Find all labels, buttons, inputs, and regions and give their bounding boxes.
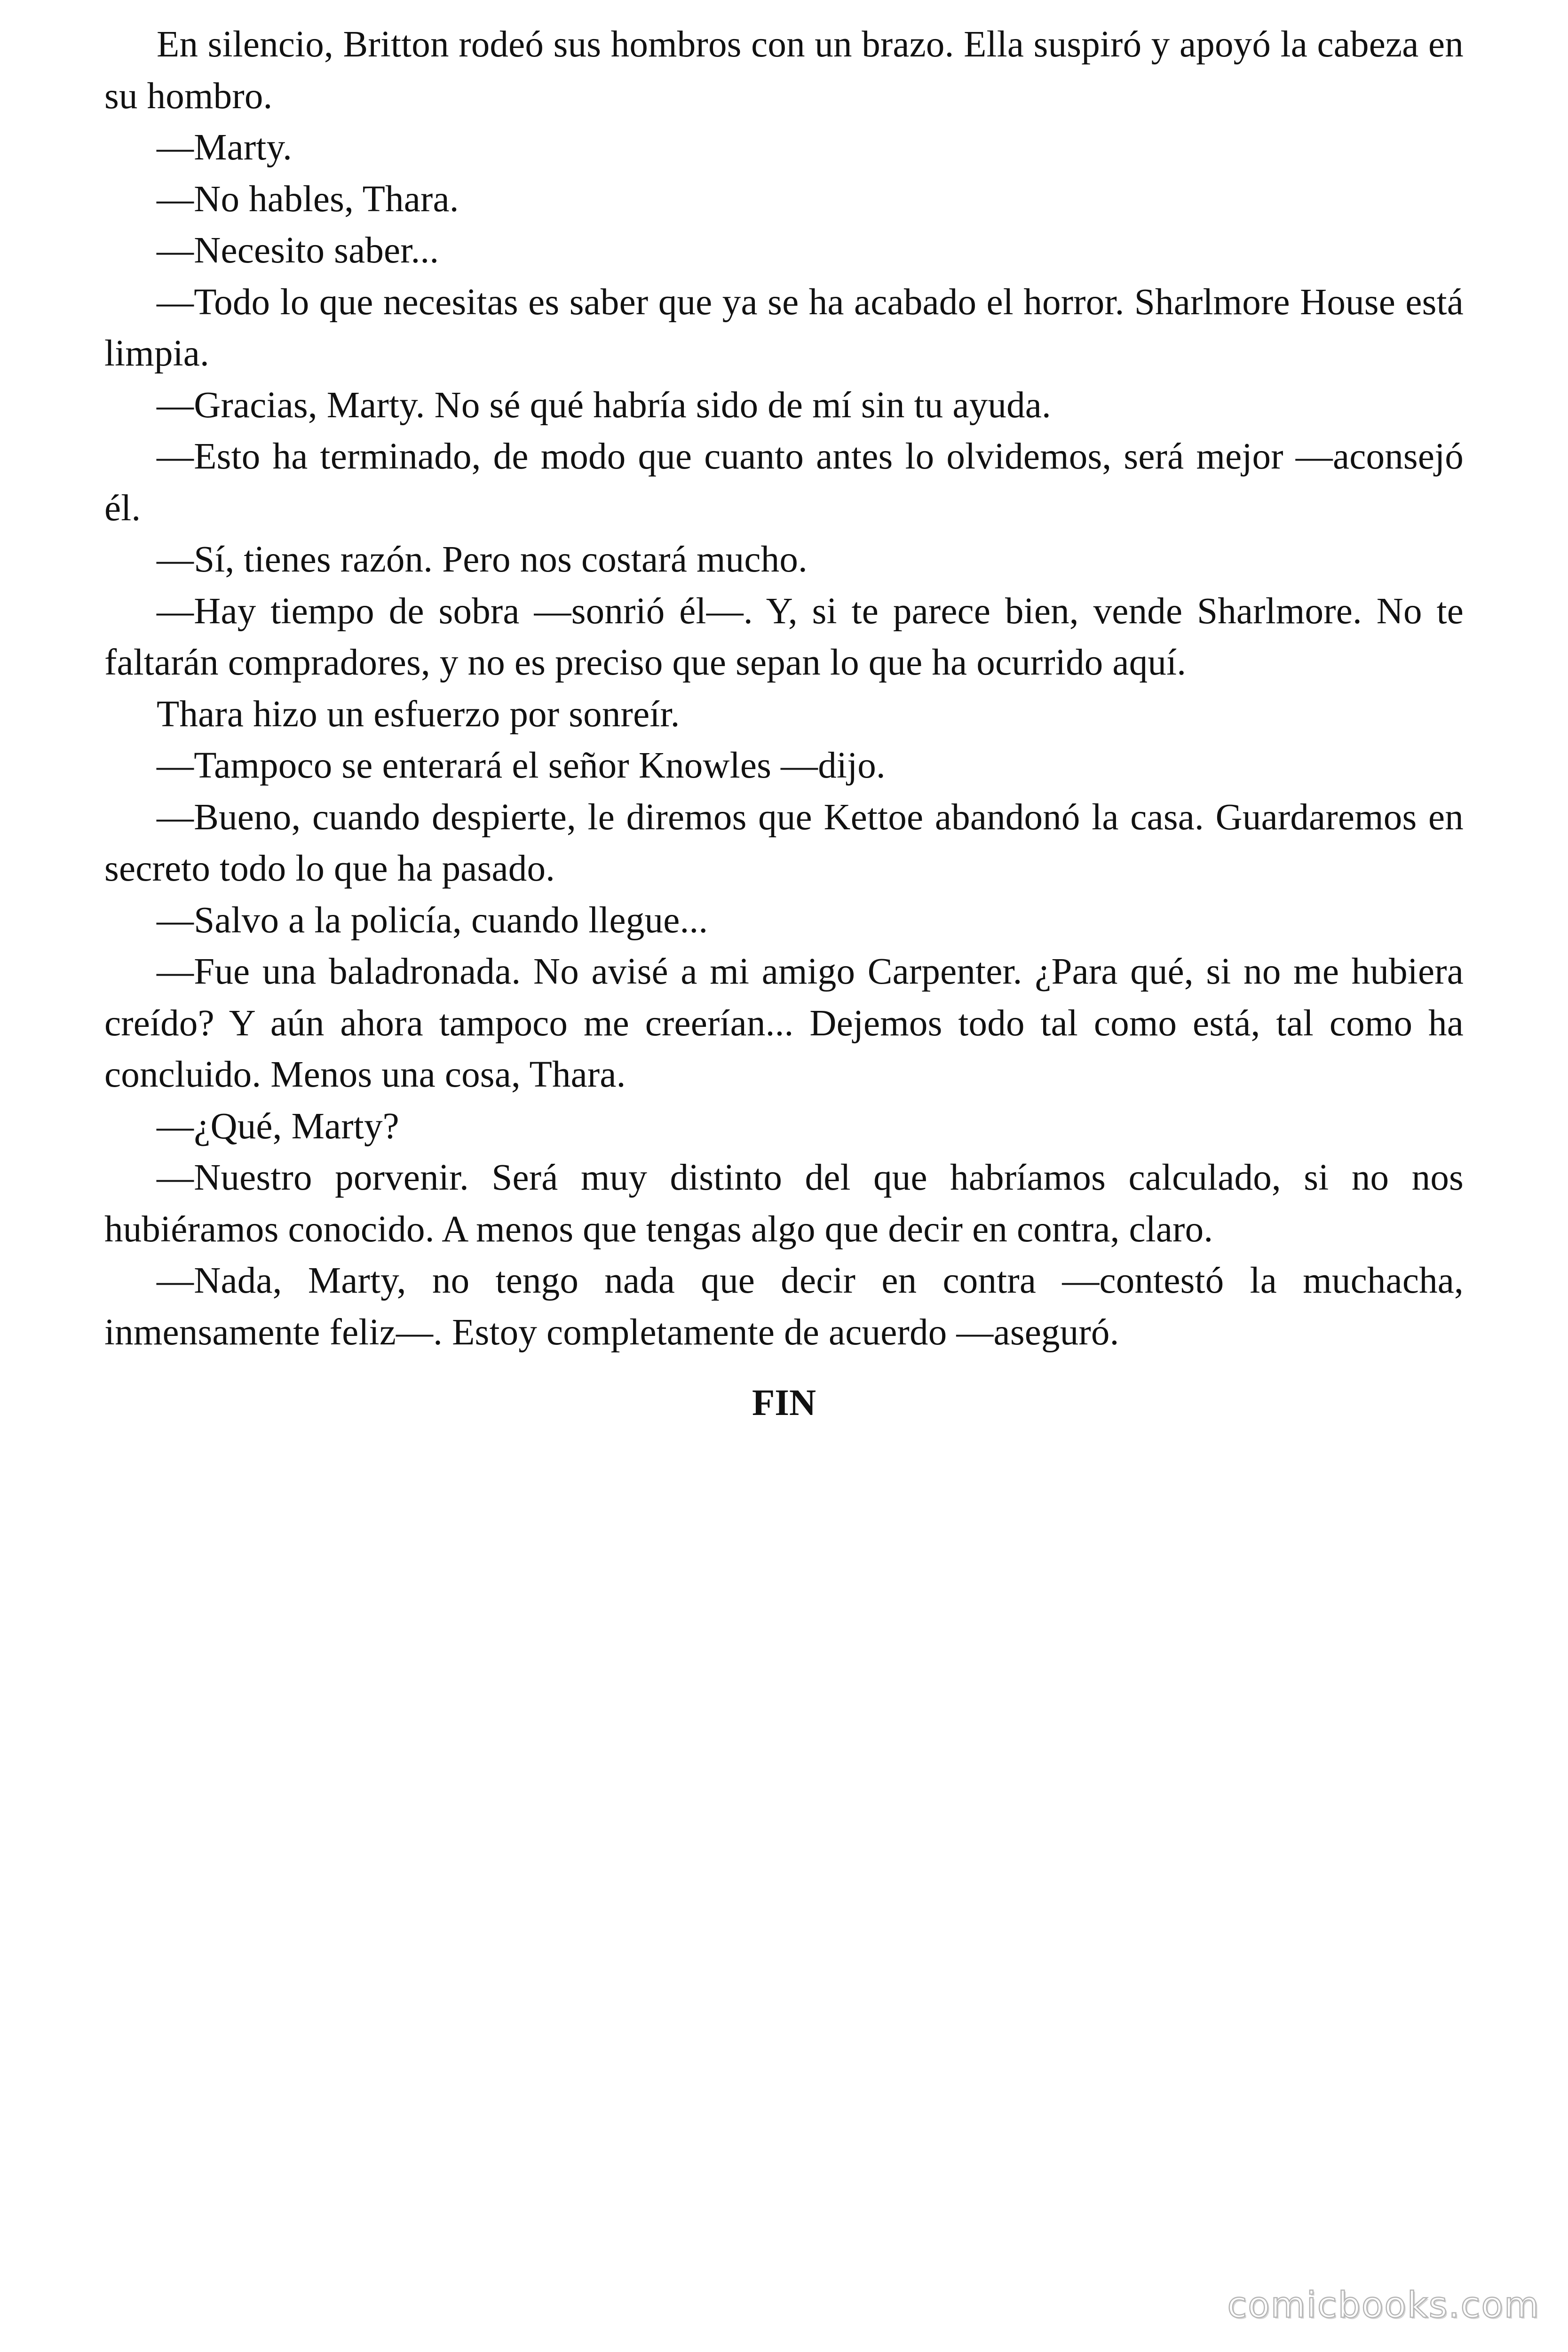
paragraph: —Esto ha terminado, de modo que cuanto antes lo olvidemos, será mejor —aconsejó él. bbox=[104, 436, 1464, 529]
paragraph: —Tampoco se enterará el señor Knowles —dijo. bbox=[157, 745, 886, 786]
paragraph: Thara hizo un esfuerzo por sonreír. bbox=[157, 693, 680, 735]
paragraph: —Bueno, cuando despierte, le diremos que Kettoe abandonó la casa. Guardaremos en secreto todo lo que ha pasado. bbox=[104, 796, 1464, 889]
document-page bbox=[104, 19, 1464, 1429]
paragraph: —Gracias, Marty. No sé qué habría sido de mí sin tu ayuda. bbox=[157, 384, 1052, 426]
paragraph: —¿Qué, Marty? bbox=[157, 1105, 399, 1147]
paragraph: —Fue una baladronada. No avisé a mi amigo Carpenter. ¿Para qué, si no me hubiera creído? Y aún ahora tampoco me creerían... Dejemos todo tal como está, tal como ha concluido. Menos una cosa, Thara. bbox=[104, 951, 1464, 1095]
body-text bbox=[104, 19, 1464, 1358]
paragraph: —No hables, Thara. bbox=[157, 178, 459, 220]
paragraph: —Nuestro porvenir. Será muy distinto del que habríamos calculado, si no nos hubiéramos conocido. A menos que tengas algo que decir en contra, claro. bbox=[104, 1157, 1464, 1250]
watermark-logo: comicbooks.com bbox=[1227, 2284, 1540, 2326]
paragraph: En silencio, Britton rodeó sus hombros con un brazo. Ella suspiró y apoyó la cabeza en su hombro. bbox=[104, 24, 1464, 117]
paragraph: —Salvo a la policía, cuando llegue... bbox=[157, 899, 708, 941]
paragraph: —Todo lo que necesitas es saber que ya se ha acabado el horror. Sharlmore House está limpia. bbox=[104, 281, 1464, 374]
paragraph: —Hay tiempo de sobra —sonrió él—. Y, si te parece bien, vende Sharlmore. No te faltarán compradores, y no es preciso que sepan lo que ha ocurrido aquí. bbox=[104, 590, 1464, 683]
end-mark: FIN bbox=[752, 1383, 816, 1423]
paragraph: —Nada, Marty, no tengo nada que decir en contra —contestó la muchacha, inmensamente feliz—. Estoy completamente de acuerdo —aseguró. bbox=[104, 1260, 1464, 1353]
paragraph: —Sí, tienes razón. Pero nos costará mucho. bbox=[157, 539, 808, 580]
paragraph: —Marty. bbox=[157, 127, 293, 168]
paragraph: —Necesito saber... bbox=[157, 230, 439, 271]
